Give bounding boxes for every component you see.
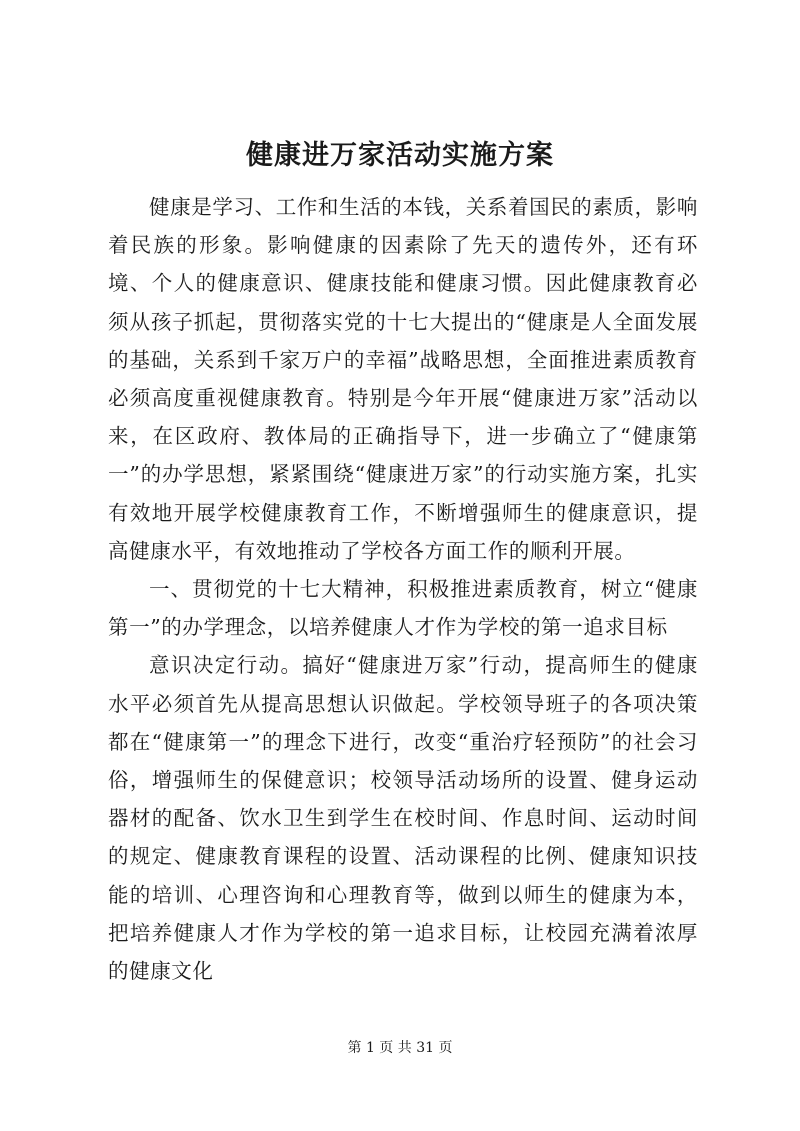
paragraph-section-heading: 一、贯彻党的十七大精神，积极推进素质教育，树立“健康第一”的办学理念，以培养健康人才作为学校的第一追求目标 (108, 577, 698, 640)
document-title: 健康进万家活动实施方案 (246, 140, 554, 171)
paragraph-intro: 健康是学习、工作和生活的本钱，关系着国民的素质，影响着民族的形象。影响健康的因素除了先天的遗传外，还有环境、个人的健康意识、健康技能和健康习惯。因此健康教育必须从孩子抓起，贯彻落实党的十七大提出的“健康是人全面发展的基础，关系到千家万户的幸福”战略思想，全面推进素质教育必须高度重视健康教育。特别是今年开展“健康进万家”活动以来，在区政府、教体局的正确指导下，进一步确立了“健康第一”的办学思想，紧紧围绕“健康进万家”的行动实施方案，扎实有效地开展学校健康教育工作，不断增强师生的健康意识，提高健康水平，有效地推动了学校各方面工作的顺利开展。 (108, 195, 698, 563)
page-number-footer: 第 1 页 共 31 页 (347, 1040, 453, 1056)
document-body (108, 188, 698, 990)
paragraph-section-body: 意识决定行动。搞好“健康进万家”行动，提高师生的健康水平必须首先从提高思想认识做起。学校领导班子的各项决策都在“健康第一”的理念下进行，改变“重治疗轻预防”的社会习俗，增强师生的保健意识；校领导活动场所的设置、健身运动器材的配备、饮水卫生到学生在校时间、作息时间、运动时间的规定、健康教育课程的设置、活动课程的比例、健康知识技能的培训、心理咨询和心理教育等，做到以师生的健康为本，把培养健康人才作为学校的第一追求目标，让校园充满着浓厚的健康文化 (108, 653, 698, 984)
